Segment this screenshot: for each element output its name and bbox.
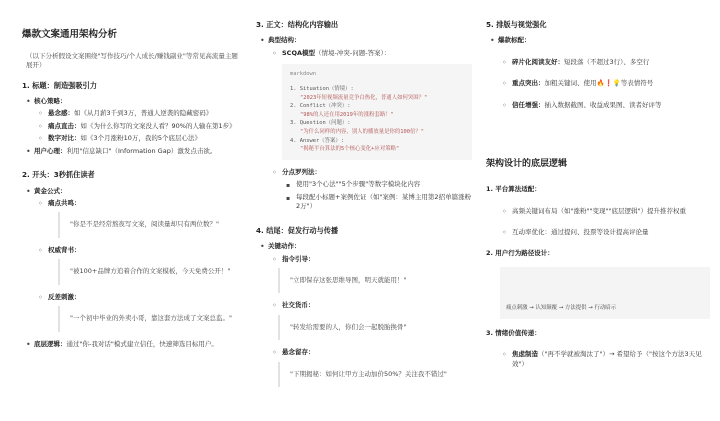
list-item: • 爆款标配： (486, 36, 710, 45)
quote-block: "转发给需要的人，你们会一起脱胎换骨" (278, 315, 472, 340)
document-title: 爆款文案通用架构分析 (22, 29, 118, 40)
subheading: 1. 平台算法适配： (486, 185, 541, 194)
list-item: • 黄金公式： (22, 187, 242, 196)
quote-block: "下期揭秘：如何让甲方主动加价50%？关注我不错过" (278, 362, 472, 387)
list-item: • 典型结构： (256, 36, 472, 45)
code-line: "揭秘平台算法的5个核心变化+应对策略" (300, 146, 400, 153)
list-item: ◦ 权威背书： (22, 246, 242, 255)
list-item: ◦ 悬念感：如《从月薪3千到3万，普通人逆袭的隐藏密码》 (22, 109, 242, 118)
list-item: ◦ 焦虑制造（"再不学就被淘汰了"）→ 希望给予（"按这个方法3天见效"） (486, 350, 710, 369)
intro-note: （以下分析假设文案围绕"写作技巧/个人成长/赚钱副业"等常见高流量主题展开） (26, 51, 238, 70)
list-item: ◦ 数字对比：如《3个月涨粉10万，我的5个底层心法》 (22, 134, 242, 143)
quote-block: "被100+品牌方追着合作的文案模板，今天免费公开！" (58, 259, 242, 284)
list-item: ◦ 高频关键词布局（如"涨粉""变现""底层逻辑"）提升推荐权重 (486, 207, 710, 216)
code-line: "98%的人还在用2019年的涨粉套路！" (300, 111, 394, 118)
list-item: ◦ 痛点共鸣： (22, 199, 242, 208)
list-item: ◦ 分点罗列法： (256, 168, 472, 177)
list-item: • 底层逻辑：通过"你-我对话"模式建立信任，快速筛选目标用户。 (22, 340, 242, 349)
list-item: ◦ SCQA模型（情境-冲突-问题-答案）： (256, 49, 472, 58)
column-middle (250, 0, 480, 421)
list-item: ◦ 反差刺激： (22, 293, 242, 302)
quote-block: "立即保存这张思维导图，明天就能用！" (278, 268, 472, 293)
code-line: 3. Question（问题）: (290, 120, 351, 127)
list-item: ◦ 指令引导： (256, 255, 472, 264)
code-language-label: markdown (290, 71, 316, 78)
column-right (480, 0, 720, 421)
list-item: ◦ 痛点直击：如《为什么你写的文案没人看？90%的人输在第1步》 (22, 122, 242, 131)
section-title-headline: 1. 标题：制造强吸引力 (22, 80, 97, 90)
code-line: "为什么同样的内容，别人的播放量是你的100倍？" (300, 129, 425, 136)
list-item: • 核心策略： (22, 97, 242, 106)
list-item: • 关键动作： (256, 242, 472, 251)
section-title-layout: 5. 排版与视觉强化 (486, 20, 547, 29)
list-item: ◦ 悬念留存： (256, 348, 472, 357)
list-item: ◦ 信任增强：插入数据截图、收益成果图、读者好评等 (486, 101, 710, 110)
section-title-ending: 4. 结尾：促发行动与传播 (256, 225, 339, 235)
subheading: 2. 用户行为路径设计： (486, 249, 554, 258)
flow-text: 痛点刺激 → 认知颠覆 → 方法提供 → 行动暗示 (506, 305, 617, 312)
code-line: 2. Conflict（冲突）: (290, 103, 351, 110)
section-title-body: 3. 正文：结构化内容输出 (256, 20, 339, 29)
code-line: 1. Situation（情境）: (290, 85, 354, 92)
quote-block: "一个初中毕业的外卖小哥，靠这套方法成了文案总监。" (58, 306, 242, 331)
list-item: ▪ 每段配小标题+案例佐证（如"案例：某博主用第2招单篇涨粉2万"） (256, 193, 472, 212)
list-item: ▪ 使用"3个心法""5个步骤"等数字模块化内容 (256, 180, 472, 189)
list-item: ◦ 碎片化阅读友好：短段落（不超过3行）、多空行 (486, 58, 710, 67)
list-item: ◦ 重点突出：加粗关键词、使用🔥❗💡等表情符号 (486, 79, 710, 88)
code-block (282, 64, 472, 160)
column-left (0, 0, 250, 421)
section-title-opening: 2. 开头：3秒抓住读者 (22, 170, 95, 180)
code-line: "2023年短视频流量竞争白热化，普通人如何突围？" (300, 94, 428, 101)
code-line: 4. Answer（答案）: (290, 137, 345, 144)
list-item: • 用户心理：利用"信息缺口"（Information Gap）激发点击欲。 (22, 147, 242, 156)
subheading: 3. 情绪价值传递： (486, 328, 541, 337)
flow-block (500, 267, 710, 319)
list-item: ◦ 互动率优化：通过提问、投票等设计提高评论量 (486, 228, 710, 237)
section-title-logic: 架构设计的底层逻辑 (486, 159, 568, 170)
list-item: ◦ 社交货币： (256, 301, 472, 310)
quote-block: "你是不是经常熬夜写文案，阅读量却只有两位数？" (58, 212, 242, 237)
